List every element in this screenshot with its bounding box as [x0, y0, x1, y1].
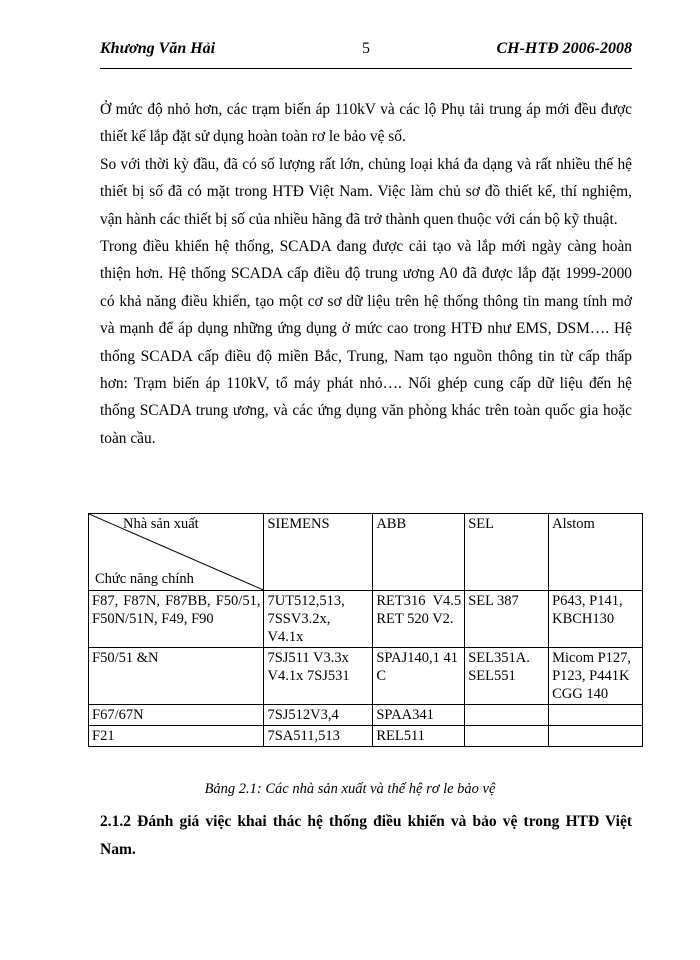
table-row — [89, 705, 643, 726]
column-header: Alstom — [549, 514, 643, 591]
function-cell: F87, F87N, F87BB, F50/51, F50N/51N, F49, F90 — [89, 591, 264, 648]
function-cell: F67/67N — [89, 705, 264, 726]
abb-cell: SPAJ140,1 41C — [373, 648, 465, 705]
header-course-code: CH-HTĐ 2006-2008 — [496, 40, 632, 57]
table-row — [89, 591, 643, 648]
section-heading: 2.1.2 Đánh giá việc khai thác hệ thống điều khiển và bảo vệ trong HTĐ Việt Nam. — [100, 813, 632, 858]
relay-manufacturer-table — [88, 513, 643, 747]
table-header-row — [89, 514, 643, 591]
siemens-cell: 7SJ512V3,4 — [264, 705, 373, 726]
header-rule — [100, 68, 632, 69]
alstom-cell: P643, P141, KBCH130 — [549, 591, 643, 648]
alstom-cell — [549, 705, 643, 726]
column-header: SIEMENS — [264, 514, 373, 591]
table-row — [89, 648, 643, 705]
abb-cell: SPAA341 — [373, 705, 465, 726]
corner-manufacturer-label: Nhà sản xuất — [123, 516, 199, 532]
sel-cell: SEL 387 — [465, 591, 549, 648]
sel-cell — [465, 705, 549, 726]
paragraph: Ở mức độ nhỏ hơn, các trạm biến áp 110kV và các lộ Phụ tải trung áp mới đều được thiết kế lắp đặt sử dụng hoàn toàn rơ le bảo vệ số. — [100, 101, 632, 146]
sel-cell — [465, 726, 549, 747]
paragraph: So với thời kỳ đầu, đã có số lượng rất lớn, chủng loại khá đa dạng và rất nhiều thế hệ thiết bị số đã có mặt trong HTĐ Việt Nam. Việc làm chủ sơ đồ thiết kế, thí nghiệm, vận hành các thiết bị số của nhiều hãng đã trở thành quen thuộc với cán bộ kỹ thuật. — [100, 155, 632, 228]
column-header: SEL — [465, 514, 549, 591]
page-header — [100, 40, 632, 66]
function-cell: F50/51 &N — [89, 648, 264, 705]
column-header: ABB — [373, 514, 465, 591]
table-row — [89, 726, 643, 747]
body-text — [100, 96, 632, 452]
alstom-cell: Micom P127,P123, P441KCGG 140 — [549, 648, 643, 705]
siemens-cell: 7SJ511 V3.3x V4.1x 7SJ531 — [264, 648, 373, 705]
table-corner-cell — [89, 514, 264, 591]
header-author: Khương Văn Hải — [100, 40, 216, 57]
function-cell: F21 — [89, 726, 264, 747]
sel-cell: SEL351A. SEL551 — [465, 648, 549, 705]
corner-function-label: Chức năng chính — [95, 571, 194, 587]
alstom-cell — [549, 726, 643, 747]
page-number: 5 — [362, 40, 370, 57]
paragraph: Trong điều khiển hệ thống, SCADA đang được cải tạo và lắp mới ngày càng hoàn thiện hơn. Hệ thống SCADA cấp điều độ trung ương A0 đã được lắp đặt 1999-2000 có khả năng điều khiển, tạo một cơ sơ dữ liệu trên hệ thống thông tin mang tính mở và mạnh để áp dụng những ứng dụng ở mức cao trong HTĐ như EMS, DSM…. Hệ thống SCADA cấp điều độ miền Bắc, Trung, Nam tạo nguồn thông tin từ cấp thấp hơn: Trạm biến áp 110kV, tổ máy phát nhỏ…. Nối ghép cung cấp dữ liệu đến hệ thống SCADA trung ương, và các ứng dụng văn phòng khác trên toàn quốc gia hoặc toàn cầu. — [100, 238, 632, 447]
abb-cell: RET316 V4.5 RET 520 V2. — [373, 591, 465, 648]
siemens-cell: 7SA511,513 — [264, 726, 373, 747]
table-caption: Bảng 2.1: Các nhà sản xuất và thế hệ rơ le bảo vệ — [204, 781, 496, 797]
siemens-cell: 7UT512,513, 7SSV3.2x, V4.1x — [264, 591, 373, 648]
abb-cell: REL511 — [373, 726, 465, 747]
